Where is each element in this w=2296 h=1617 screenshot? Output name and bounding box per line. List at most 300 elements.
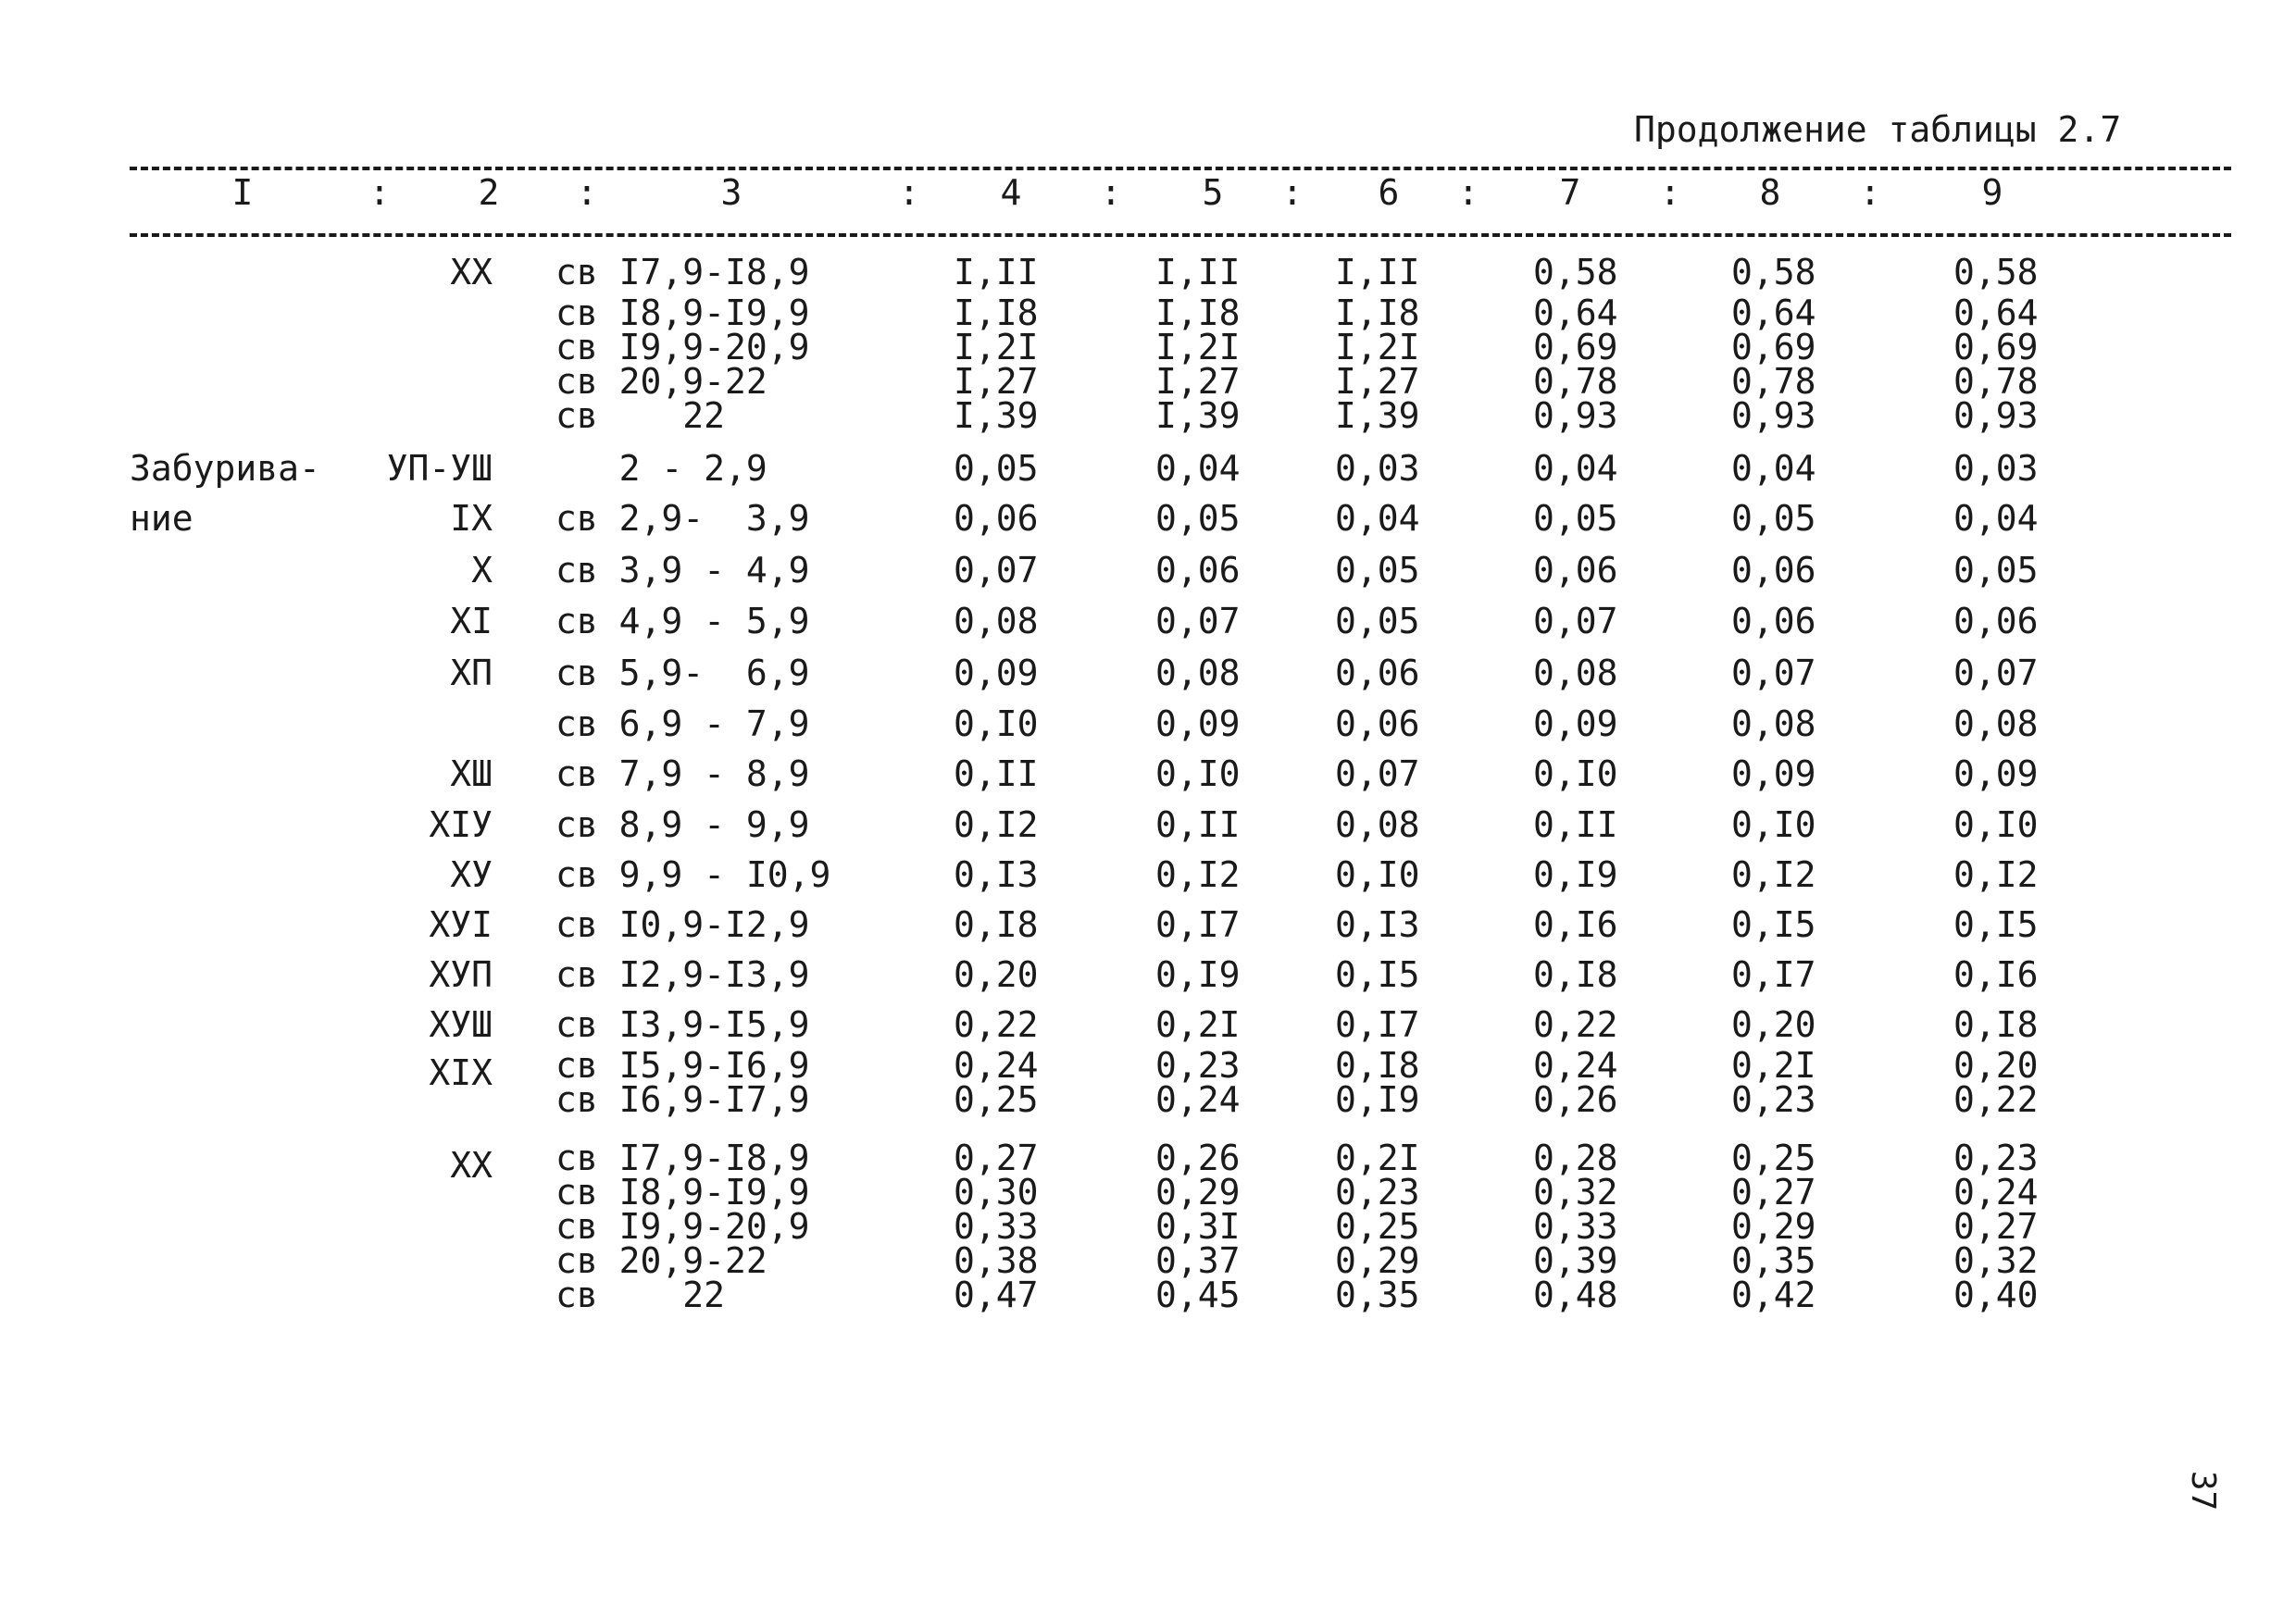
table-cell-col-4 (954, 901, 1039, 949)
table-cell-col-5 (1155, 1045, 1241, 1120)
table-cell-col-3 (555, 597, 810, 645)
table-cell-col-7 (1533, 248, 1618, 296)
cell-line: 0,39 (1533, 1240, 1618, 1281)
cell-line: 0,06 (1953, 601, 2039, 641)
cell-line: 0,I5 (1731, 904, 1816, 945)
table-cell-col-2: XУI (429, 904, 493, 945)
cell-line: 0,I2 (1731, 854, 1816, 895)
cell-line: св I8,9-I9,9 (555, 292, 810, 333)
cell-line: I,I8 (1155, 292, 1241, 333)
cell-line: 0,I5 (1953, 904, 2039, 945)
cell-line: I,II (1155, 252, 1241, 292)
header-col-4: 4 (1000, 172, 1022, 213)
table-cell-col-8 (1731, 1001, 1816, 1049)
cell-line: св 2,9- 3,9 (555, 498, 810, 539)
table-cell-col-9 (1953, 292, 2039, 436)
cell-line: 0,05 (1953, 550, 2039, 591)
table-cell-col-4 (954, 801, 1039, 849)
cell-line: 0,23 (1953, 1138, 2039, 1178)
cell-line: 0,I5 (1335, 954, 1420, 995)
table-cell-col-8 (1731, 1045, 1816, 1120)
cell-line: 0,I0 (954, 703, 1039, 744)
cell-line: 0,29 (1155, 1172, 1241, 1213)
table-cell-col-3 (555, 951, 810, 999)
table-cell-col-9 (1953, 700, 2039, 748)
table-cell-col-5 (1155, 700, 1241, 748)
cell-line: 0,69 (1953, 327, 2039, 367)
table-cell-col-5 (1155, 546, 1241, 594)
cell-line: 0,08 (1533, 653, 1618, 693)
table-cell-col-8 (1731, 444, 1816, 492)
cell-line: 0,05 (1335, 550, 1420, 591)
cell-line: 0,I0 (1335, 854, 1420, 895)
cell-line: I,27 (1155, 361, 1241, 402)
table-cell-col-2: XIУ (429, 804, 493, 845)
cell-line: св I2,9-I3,9 (555, 954, 810, 995)
table-cell-col-9 (1953, 901, 2039, 949)
cell-line: св I9,9-20,9 (555, 327, 810, 367)
table-cell-col-4 (954, 700, 1039, 748)
header-separator: : (1457, 172, 1479, 213)
cell-line: 0,I0 (1731, 804, 1816, 845)
header-col-2: 2 (478, 172, 500, 213)
header-separator: : (1859, 172, 1881, 213)
table-cell-col-3 (555, 292, 810, 436)
header-col-7: 7 (1559, 172, 1581, 213)
cell-line: 0,45 (1155, 1275, 1241, 1315)
table-cell-col-2: XУП (429, 954, 493, 995)
table-row (0, 1001, 2296, 1049)
cell-line: 0,II (954, 753, 1039, 794)
table-cell-col-6 (1335, 851, 1420, 899)
table-cell-col-7 (1533, 700, 1618, 748)
header-separator: : (576, 172, 598, 213)
cell-line: св 4,9 - 5,9 (555, 601, 810, 641)
cell-line: 0,24 (1533, 1045, 1618, 1086)
table-cell-col-4 (954, 649, 1039, 697)
cell-line: св 3,9 - 4,9 (555, 550, 810, 591)
page-number: 37 (2184, 1470, 2223, 1511)
table-cell-col-6 (1335, 248, 1420, 296)
table-cell-col-5 (1155, 750, 1241, 798)
table-cell-col-3 (555, 700, 810, 748)
table-cell-col-6 (1335, 700, 1420, 748)
header-col-1: I (231, 172, 254, 213)
cell-line: 0,40 (1953, 1275, 2039, 1315)
table-cell-col-4 (954, 292, 1039, 436)
cell-line: 0,32 (1533, 1172, 1618, 1213)
cell-line: 0,64 (1953, 292, 2039, 333)
cell-line: 0,05 (1731, 498, 1816, 539)
table-cell-col-5 (1155, 801, 1241, 849)
table-row (0, 801, 2296, 851)
cell-line: 0,38 (954, 1240, 1039, 1281)
table-cell-col-1: ние (130, 498, 193, 539)
table-cell-col-5 (1155, 292, 1241, 436)
table-cell-col-6 (1335, 444, 1420, 492)
table-cell-col-7 (1533, 292, 1618, 436)
cell-line: св 9,9 - I0,9 (555, 854, 831, 895)
cell-line: 0,I0 (1155, 753, 1241, 794)
cell-line: I,39 (954, 395, 1039, 436)
table-cell-col-6 (1335, 649, 1420, 697)
cell-line: 0,25 (954, 1079, 1039, 1120)
table-row (0, 1045, 2296, 1141)
cell-line: 0,05 (954, 448, 1039, 489)
cell-line: св I7,9-I8,9 (555, 1138, 810, 1178)
table-cell-col-9 (1953, 851, 2039, 899)
cell-line: 0,32 (1953, 1240, 2039, 1281)
table-cell-col-5 (1155, 597, 1241, 645)
table-cell-col-4 (954, 851, 1039, 899)
cell-line: 0,I6 (1533, 904, 1618, 945)
table-cell-col-6 (1335, 951, 1420, 999)
cell-line: св 5,9- 6,9 (555, 653, 810, 693)
table-row (0, 597, 2296, 649)
table-cell-col-4 (954, 597, 1039, 645)
table-cell-col-3 (555, 1138, 810, 1315)
cell-line: 0,69 (1533, 327, 1618, 367)
cell-line: 0,22 (1533, 1004, 1618, 1045)
table-cell-col-8 (1731, 700, 1816, 748)
cell-line: 0,I2 (1953, 854, 2039, 895)
cell-line: 0,05 (1155, 498, 1241, 539)
cell-line: 0,05 (1335, 601, 1420, 641)
table-cell-col-6 (1335, 597, 1420, 645)
table-cell-col-6 (1335, 750, 1420, 798)
table-cell-col-4 (954, 494, 1039, 542)
cell-line: 0,05 (1533, 498, 1618, 539)
table-cell-col-3 (555, 546, 810, 594)
cell-line: 0,II (1533, 804, 1618, 845)
table-row (0, 901, 2296, 951)
table-header (0, 172, 2296, 220)
cell-line: 0,35 (1335, 1275, 1420, 1315)
cell-line: 0,69 (1731, 327, 1816, 367)
table-row (0, 700, 2296, 750)
table-cell-col-7 (1533, 1045, 1618, 1120)
cell-line: 0,78 (1533, 361, 1618, 402)
cell-line: 0,26 (1533, 1079, 1618, 1120)
header-separator: : (1100, 172, 1122, 213)
cell-line: св 8,9 - 9,9 (555, 804, 810, 845)
cell-line: 0,23 (1731, 1079, 1816, 1120)
cell-line: 0,08 (1953, 703, 2039, 744)
cell-line: I,39 (1335, 395, 1420, 436)
cell-line: 0,09 (1731, 753, 1816, 794)
cell-line: 0,08 (1335, 804, 1420, 845)
table-cell-col-9 (1953, 801, 2039, 849)
cell-line: 0,I3 (954, 854, 1039, 895)
table-cell-col-9 (1953, 444, 2039, 492)
table-cell-col-5 (1155, 248, 1241, 296)
cell-line: 0,06 (1731, 550, 1816, 591)
cell-line: 0,07 (1533, 601, 1618, 641)
cell-line: св I5,9-I6,9 (555, 1045, 810, 1086)
cell-line: 0,78 (1953, 361, 2039, 402)
table-cell-col-5 (1155, 901, 1241, 949)
cell-line: св 22 (555, 1275, 726, 1315)
cell-line: 0,29 (1335, 1240, 1420, 1281)
table-cell-col-7 (1533, 546, 1618, 594)
table-cell-col-7 (1533, 649, 1618, 697)
cell-line: I,I8 (954, 292, 1039, 333)
table-cell-col-8 (1731, 901, 1816, 949)
cell-line: 0,06 (1155, 550, 1241, 591)
cell-line: 0,29 (1731, 1206, 1816, 1247)
cell-line: 0,04 (1731, 448, 1816, 489)
cell-line: I,39 (1155, 395, 1241, 436)
cell-line: 0,03 (1953, 448, 2039, 489)
table-cell-col-5 (1155, 1138, 1241, 1315)
cell-line: 0,42 (1731, 1275, 1816, 1315)
table-cell-col-6 (1335, 292, 1420, 436)
cell-line: 0,07 (1731, 653, 1816, 693)
table-cell-col-5 (1155, 851, 1241, 899)
table-cell-col-5 (1155, 1001, 1241, 1049)
cell-line: 0,08 (954, 601, 1039, 641)
table-cell-col-8 (1731, 951, 1816, 999)
table-cell-col-3 (555, 649, 810, 697)
header-top-rule (130, 167, 2231, 170)
table-cell-col-2: XУ (450, 854, 493, 895)
cell-line: 0,I0 (1953, 804, 2039, 845)
cell-line: св 7,9 - 8,9 (555, 753, 810, 794)
table-cell-col-2: XIX (429, 1052, 493, 1093)
cell-line: 0,27 (954, 1138, 1039, 1178)
table-cell-col-4 (954, 546, 1039, 594)
table-cell-col-2: XX (450, 252, 493, 292)
header-separator: : (368, 172, 391, 213)
table-cell-col-9 (1953, 649, 2039, 697)
cell-line: св 22 (555, 395, 726, 436)
cell-line: 0,64 (1731, 292, 1816, 333)
cell-line: св I7,9-I8,9 (555, 252, 810, 292)
cell-line: 0,93 (1731, 395, 1816, 436)
cell-line: 0,2I (1335, 1138, 1420, 1178)
cell-line: 0,06 (1335, 653, 1420, 693)
table-row (0, 494, 2296, 546)
table-cell-col-6 (1335, 1045, 1420, 1120)
cell-line: 0,04 (1335, 498, 1420, 539)
table-cell-col-7 (1533, 1138, 1618, 1315)
cell-line: 0,37 (1155, 1240, 1241, 1281)
table-cell-col-5 (1155, 444, 1241, 492)
cell-line: 0,09 (1533, 703, 1618, 744)
cell-line: 0,08 (1155, 653, 1241, 693)
table-cell-col-3 (555, 750, 810, 798)
table-cell-col-8 (1731, 292, 1816, 436)
cell-line: 0,78 (1731, 361, 1816, 402)
cell-line: 0,I8 (1335, 1045, 1420, 1086)
table-row (0, 851, 2296, 901)
cell-line: 0,07 (954, 550, 1039, 591)
cell-line: 0,I7 (1731, 954, 1816, 995)
table-cell-col-4 (954, 1045, 1039, 1120)
cell-line: 0,24 (1155, 1079, 1241, 1120)
cell-line: I,27 (1335, 361, 1420, 402)
cell-line: 0,03 (1335, 448, 1420, 489)
table-cell-col-2: X (471, 550, 493, 591)
table-cell-col-9 (1953, 546, 2039, 594)
cell-line: 0,I8 (1533, 954, 1618, 995)
cell-line: 0,04 (1533, 448, 1618, 489)
table-cell-col-9 (1953, 951, 2039, 999)
table-cell-col-3 (555, 1001, 810, 1049)
cell-line: 0,I8 (954, 904, 1039, 945)
cell-line: 0,22 (954, 1004, 1039, 1045)
table-caption: Продолжение таблицы 2.7 (1634, 109, 2122, 150)
cell-line: 0,I2 (1155, 854, 1241, 895)
table-cell-col-7 (1533, 951, 1618, 999)
cell-line: 0,09 (1155, 703, 1241, 744)
table-row (0, 248, 2296, 296)
cell-line: 0,06 (1731, 601, 1816, 641)
cell-line: 0,24 (954, 1045, 1039, 1086)
table-cell-col-2: XШ (450, 753, 493, 794)
table-cell-col-4 (954, 951, 1039, 999)
cell-line: 0,48 (1533, 1275, 1618, 1315)
cell-line: 0,I2 (954, 804, 1039, 845)
cell-line: св 6,9 - 7,9 (555, 703, 810, 744)
cell-line: 0,07 (1335, 753, 1420, 794)
header-separator: : (1281, 172, 1304, 213)
cell-line: 0,I3 (1335, 904, 1420, 945)
table-cell-col-9 (1953, 750, 2039, 798)
table-cell-col-6 (1335, 901, 1420, 949)
cell-line: 0,28 (1533, 1138, 1618, 1178)
table-row (0, 444, 2296, 494)
table-cell-col-2: XП (450, 653, 493, 693)
header-col-6: 6 (1378, 172, 1400, 213)
cell-line: 0,09 (954, 653, 1039, 693)
table-row (0, 292, 2296, 444)
cell-line: св 20,9-22 (555, 1240, 767, 1281)
cell-line: 0,I8 (1953, 1004, 2039, 1045)
cell-line: св I6,9-I7,9 (555, 1079, 810, 1120)
cell-line: 0,I9 (1155, 954, 1241, 995)
header-separator: : (1659, 172, 1681, 213)
header-col-3: 3 (720, 172, 742, 213)
table-cell-col-3 (555, 1045, 810, 1120)
cell-line: 0,3I (1155, 1206, 1241, 1247)
cell-line: 0,25 (1335, 1206, 1420, 1247)
table-cell-col-7 (1533, 901, 1618, 949)
cell-line: 0,47 (954, 1275, 1039, 1315)
header-col-5: 5 (1202, 172, 1224, 213)
cell-line: 0,07 (1953, 653, 2039, 693)
table-cell-col-4 (954, 750, 1039, 798)
cell-line: 0,I9 (1335, 1079, 1420, 1120)
cell-line: 0,27 (1953, 1206, 2039, 1247)
cell-line: I,2I (954, 327, 1039, 367)
cell-line: 0,I7 (1335, 1004, 1420, 1045)
table-cell-col-3 (555, 851, 830, 899)
table-cell-col-8 (1731, 546, 1816, 594)
cell-line: I,I8 (1335, 292, 1420, 333)
cell-line: 0,93 (1533, 395, 1618, 436)
header-col-8: 8 (1759, 172, 1781, 213)
cell-line: св I0,9-I2,9 (555, 904, 810, 945)
cell-line: 0,I7 (1155, 904, 1241, 945)
cell-line: 0,20 (1731, 1004, 1816, 1045)
table-cell-col-2: IX (450, 498, 493, 539)
table-cell-col-6 (1335, 1001, 1420, 1049)
table-cell-col-8 (1731, 801, 1816, 849)
table-row (0, 1138, 2296, 1317)
cell-line: 0,06 (1335, 703, 1420, 744)
table-row (0, 546, 2296, 597)
table-cell-col-9 (1953, 1001, 2039, 1049)
cell-line: 0,25 (1731, 1138, 1816, 1178)
cell-line: св 20,9-22 (555, 361, 767, 402)
table-cell-col-4 (954, 1001, 1039, 1049)
table-cell-col-3 (555, 801, 810, 849)
table-cell-col-2: УП-УШ (386, 448, 493, 489)
table-cell-col-7 (1533, 597, 1618, 645)
table-cell-col-8 (1731, 248, 1816, 296)
cell-line: 0,20 (1953, 1045, 2039, 1086)
cell-line: 0,26 (1155, 1138, 1241, 1178)
header-bottom-rule (130, 233, 2231, 237)
cell-line: 0,93 (1953, 395, 2039, 436)
cell-line: 0,2I (1731, 1045, 1816, 1086)
table-row (0, 649, 2296, 700)
table-cell-col-9 (1953, 494, 2039, 542)
table-cell-col-5 (1155, 494, 1241, 542)
cell-line: 0,30 (954, 1172, 1039, 1213)
table-cell-col-8 (1731, 597, 1816, 645)
table-row (0, 951, 2296, 1001)
table-cell-col-5 (1155, 951, 1241, 999)
table-cell-col-3 (555, 444, 767, 492)
table-row (0, 750, 2296, 801)
table-cell-col-8 (1731, 494, 1816, 542)
cell-line: 0,33 (1533, 1206, 1618, 1247)
cell-line: 0,35 (1731, 1240, 1816, 1281)
cell-line: 0,23 (1155, 1045, 1241, 1086)
cell-line: 0,23 (1335, 1172, 1420, 1213)
table-cell-col-3 (555, 248, 810, 296)
table-cell-col-7 (1533, 801, 1618, 849)
cell-line: 0,I0 (1533, 753, 1618, 794)
table-cell-col-8 (1731, 1138, 1816, 1315)
table-cell-col-9 (1953, 248, 2039, 296)
cell-line: 0,II (1155, 804, 1241, 845)
cell-line: 0,33 (954, 1206, 1039, 1247)
table-cell-col-3 (555, 901, 810, 949)
cell-line: св I3,9-I5,9 (555, 1004, 810, 1045)
cell-line: 0,22 (1953, 1079, 2039, 1120)
table-body (0, 248, 2296, 1317)
table-cell-col-4 (954, 248, 1039, 296)
cell-line: 0,2I (1155, 1004, 1241, 1045)
cell-line: I,II (954, 252, 1039, 292)
cell-line: св I8,9-I9,9 (555, 1172, 810, 1213)
table-cell-col-2: XX (450, 1145, 493, 1186)
cell-line: 0,06 (954, 498, 1039, 539)
table-cell-col-6 (1335, 546, 1420, 594)
cell-line: 0,58 (1533, 252, 1618, 292)
cell-line: 2 - 2,9 (555, 448, 767, 489)
cell-line: 0,58 (1731, 252, 1816, 292)
cell-line: I,27 (954, 361, 1039, 402)
table-cell-col-7 (1533, 494, 1618, 542)
table-cell-col-7 (1533, 1001, 1618, 1049)
cell-line: 0,09 (1953, 753, 2039, 794)
cell-line: I,2I (1155, 327, 1241, 367)
table-cell-col-2: XУШ (429, 1004, 493, 1045)
